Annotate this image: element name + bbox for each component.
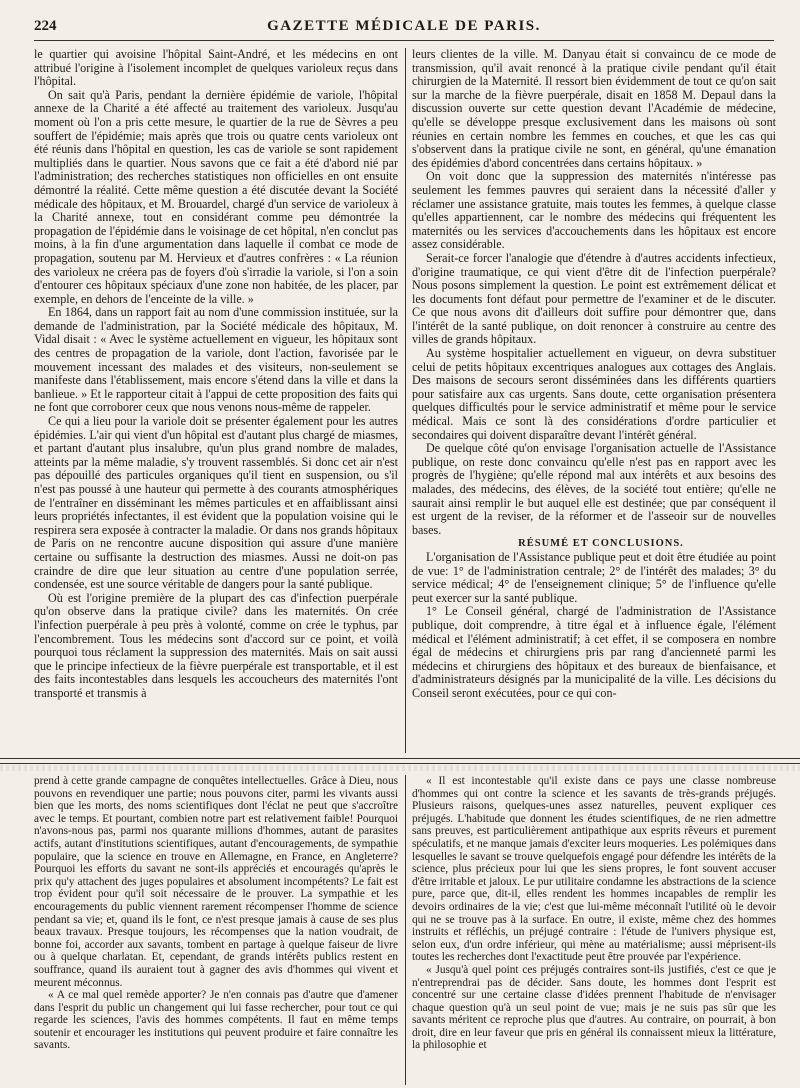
paragraph: De quelque côté qu'on envisage l'organisation actuelle de l'Assistance publique, on reste donc convaincu qu'elle n'est pas en rapport avec les progrès de l'hygiène; qu'elle répond mal aux intérêts et aux besoins des malades, des médecins, des élèves, de la société tout entière; qu'elle ne saurait ainsi remplir le but auquel elle est destinée; que par conséquent il est urgent de la reviser, de la réformer et de l'asseoir sur de nouvelles bases. (412, 441, 776, 537)
top-right-column (412, 48, 776, 753)
paragraph: leurs clientes de la ville. M. Danyau était si convaincu de ce mode de transmission, qu'il avait renoncé à la pratique civile pendant qu'il était chirurgien de la Maternité. Il ressort bien évidemment de tout ce qu'on sait sur la marche de la fièvre puerpérale, disait en 1858 M. Depaul dans la discussion ouverte sur cette question devant l'Académie de médecine, qu'elle se développe presque exclusivement dans les maisons où sont réunies en certain nombre les femmes en couches, et que les cas qui s'observent dans la pratique civile ne sont, en général, qu'une émanation des épidémies d'abord concentrées dans certains hôpitaux. » (412, 48, 776, 170)
paragraph: Serait-ce forcer l'analogie que d'étendre à d'autres accidents infectieux, d'origine traumatique, ce qui vient d'être dit de l'infection puerpérale? Nous posons simplement la question. Le point est extrêmement délicat et les documents font défaut pour permettre de l'examiner et de le discuter. Ce que nous avons dit d'ailleurs doit suffire pour démontrer que, dans l'intérêt de la santé publique, on doit renoncer à construire au centre des villes de grands hôpitaux. (412, 250, 776, 347)
paragraph: Au système hospitalier actuellement en vigueur, on devra substituer celui de petits hôpitaux excentriques analogues aux cottages des Anglais. Des maisons de secours seront disséminées dans les différents quartiers pour satisfaire aux cas urgents. Sans doute, cette organisation présentera quelques difficultés pour le service administratif et même pour le service médical. Mais ce sont là des considérations d'ordre particulier et secondaires qui doivent disparaître devant l'intérêt général. (412, 346, 776, 442)
paragraph: le quartier qui avoisine l'hôpital Saint-André, et les médecins en ont attribué l'origine à l'isolement incomplet de quelques varioleux reçus dans l'hôpital. (34, 48, 398, 89)
paragraph: « Il est incontestable qu'il existe dans ce pays une classe nombreuse d'hommes qui ont contre la science et les savants de très-grands préjugés. Plusieurs raisons, quelques-unes assez naturelles, peuvent expliquer ces préjugés. L'habitude que donnent les études scientifiques, de ne rien admettre sans preuves, est particulièrement antipathique aux esprits rêveurs et purement spéculatifs, et ne manque jamais d'exciter leurs moqueries. Les polémiques dans lesquelles le savant se trouve quelquefois engagé pour défendre les intérêts de la science, plus précieux pour lui que les siens propres, le font souvent accuser d'être irritable et jaloux. Le pur utilitaire condamne les abstractions de la science pure, parce que, dit-il, elles rendent les hommes incapables de remplir les devoirs ordinaires de la vie; c'est que lui-même méconnaît l'utilité où le devoir qui ne se trouve pas à la surface. En outre, il existe, même chez des hommes instruits et réfléchis, un préjugé contraire : l'étude de l'univers physique est, selon eux, d'un ordre inférieur, qui mène au matérialisme; aussi méprisent-ils toutes les recherches dont l'exactitude peut être prouvée par l'expérience. (412, 775, 776, 964)
feuilleton-bleed-through (0, 765, 800, 771)
feuilleton-separator (0, 758, 800, 764)
journal-title: GAZETTE MÉDICALE DE PARIS. (267, 18, 541, 34)
paragraph: On sait qu'à Paris, pendant la dernière épidémie de variole, l'hôpital annexe de la Charité a été affecté au traitement des varioleux. Jusqu'au moment où l'on a pris cette mesure, le quartier de la rue de Sèvres a peu souffert de l'épidémie; mais après que trois ou quatre cents varioleux ont été réunis dans l'hôpital en question, les cas de variole se sont rapidement multipliés dans le quartier. Nous savons que ce fait a été d'abord nié par l'administration; des recherches statistiques non officielles en ont ensuite démontré la réalité. Cette même question a été discutée devant la Société médicale des hôpitaux, et M. Brouardel, chargé d'un service de varioleux à la Charité annexe, tout en considérant comme peu démontrée la propagation de l'épidémie dans le voisinage de cet hôpital, n'en conclut pas moins, à la fin d'une argumentation dans laquelle il combat ce mode de propagation, soutenu par M. Hervieux et d'autres confrères : « La réunion des varioleux ne créera pas de foyers d'où s'irradie la variole, si l'on a soin d'entourer ces hôpitaux spéciaux d'une zone non habitée, de les placer, par exemple, en dehors de l'enceinte de la ville. » (34, 87, 398, 306)
top-left-column (34, 48, 398, 753)
column-divider (405, 775, 406, 1085)
feuilleton-right-column (412, 775, 776, 1085)
feuilleton-left-column (34, 775, 398, 1085)
paragraph: 1° Le Conseil général, chargé de l'administration de l'Assistance publique, doit comprendre, à titre égal et à influence égale, l'élément médical et l'élément administratif; à cet effet, il se composera en nombre égal de médecins et chirurgiens pris par rang d'ancienneté parmi les médecins et chirurgiens des hôpitaux et des bureaux de bienfaisance, et d'administrateurs désignés par la municipalité de la ville. Les décisions du Conseil seront exécutées, pour ce qui con- (412, 604, 776, 700)
paragraph: L'organisation de l'Assistance publique peut et doit être étudiée au point de vue: 1° de l'administration centrale; 2° de l'intérêt des malades; 3° du service médical; 4° de l'enseignement clinique; 5° de l'influence qu'elle peut exercer sur la santé publique. (412, 549, 776, 605)
paragraph: prend à cette grande campagne de conquêtes intellectuelles. Grâce à Dieu, nous pouvons en revendiquer une partie; nous pouvons citer, parmi les vivants aussi bien que les morts, des noms scientifiques dont l'éclat ne peut que s'accroître avec le temps. Et pourtant, combien notre part est relativement faible! Pourquoi n'avons-nous pas, parmi nos quarante millions d'hommes, autant de parasites actifs, autant d'institutions scientifiques, autant d'encouragements, de sympathie populaire, que la science en trouve en Allemagne, en France, en Angleterre? Pourquoi les efforts du savant ne sont-ils appréciés et encouragés qu'après le prix qu'y attachent des juges populaires et absolument incompétents? Le fait est trop évident pour qu'il soit nécessaire de le prouver. La sympathie et les encouragements du public viennent rarement récompenser l'homme de science pendant sa vie; et, quand ils le font, ce n'est presque jamais à cause de ses plus beaux travaux. Presque toujours, les récompenses que la nation voudrait, de bonne foi, accorder aux savants, tombent en partage à quelque faiseur de livre ou à quelque charlatan. Et, cependant, de grands intérêts publics restent en souffrance, quand ils auraient tout à gagner des avis d'hommes qui vivent et meurent méconnus. (34, 775, 398, 989)
paragraph: « Jusqu'à quel point ces préjugés contraires sont-ils justifiés, c'est ce que je n'entreprendrai pas de décider. Sans doute, les hommes dont l'esprit est concentré sur une certaine classe d'idées prennent l'habitude de n'envisager chaque question qu'à un seul point de vue; mais je ne suis pas sûr que les savants méritent ce reproche plus que d'autres. Au contraire, on pourrait, à bon droit, dire en leur faveur que pris en général ils connaissent mieux la littérature, la philosophie et (412, 963, 776, 1052)
paragraph: On voit donc que la suppression des maternités n'intéresse pas seulement les femmes pauvres qui seraient dans la nécessité d'aller y réclamer une assistance gratuite, mais toutes les femmes, à quelque classe qu'elles appartiennent, car le nombre des médecins qui fréquentent les maternités ou les services d'accouchements dans les hôpitaux est encore assez considérable. (412, 169, 776, 252)
paragraph: En 1864, dans un rapport fait au nom d'une commission instituée, sur la demande de l'administration, par la Société médicale des hôpitaux, M. Vidal disait : « Avec le système actuellement en vigueur, les hôpitaux sont des centres de propagation de la variole, dont l'action, favorisée par le mouvement incessant des malades et des visiteurs, non-seulement se manifeste dans l'établissement, mais encore s'étend dans la ville et dans la banlieue. » Et le rapporteur citait à l'appui de cette proposition des faits qui ne font que corroborer ceux que nous venons nous-même de rappeler. (34, 305, 398, 415)
column-divider (405, 48, 406, 753)
paragraph: Ce qui a lieu pour la variole doit se présenter également pour les autres épidémies. L'air qui vient d'un hôpital est d'autant plus chargé de miasmes, et partant d'autant plus insalubre, qu'un plus grand nombre de malades, atteints par la même maladie, s'y trouvent rassemblés. Si donc cet air n'est pas dépouillé des particules organiques qu'il tient en suspension, ou s'il n'est pas poussé à une hauteur qui permette à des courants atmosphériques de l'entraîner en disséminant les mêmes particules et en affaiblissant ainsi leurs propriétés infectantes, il est évident que la population voisine qui le respirera sera exposée à contracter la maladie. Or dans nos grands hôpitaux de Paris on ne rencontre aucune disposition qui assure d'une manière certaine ou suffisante la destruction des miasmes. Aussi ne doit-on pas craindre de dire que leur situation au centre d'une population serrée, condensée, est une source véritable de dangers pour la santé publique. (34, 414, 398, 592)
section-heading: RÉSUMÉ ET CONCLUSIONS. (518, 538, 684, 550)
page-header (34, 14, 774, 41)
page-number: 224 (34, 18, 57, 34)
paragraph: « A ce mal quel remède apporter? Je n'en connais pas d'autre que d'amener dans l'esprit du public un changement qui lui fasse rechercher, pour tout ce qui regarde les sciences, l'avis des hommes compétents. Il faut en même temps soutenir et encourager les institutions qui peuvent produire et faire connaître les savants. (34, 989, 398, 1052)
paragraph: Où est l'origine première de la plupart des cas d'infection puerpérale qu'on observe dans la pratique civile? dans les maternités. On crée l'infection puerpérale à peu près à volonté, comme on crée le typhus, par l'encombrement. Tous les médecins sont d'accord sur ce point, et voilà pourquoi tous réclament la suppression des maternités. Mais on sait aussi que le principe infectieux de la fièvre puerpérale est transportable, et il est des faits incontestables dans lesquels les accoucheurs des maternités l'ont transporté et transmis à (34, 590, 398, 700)
